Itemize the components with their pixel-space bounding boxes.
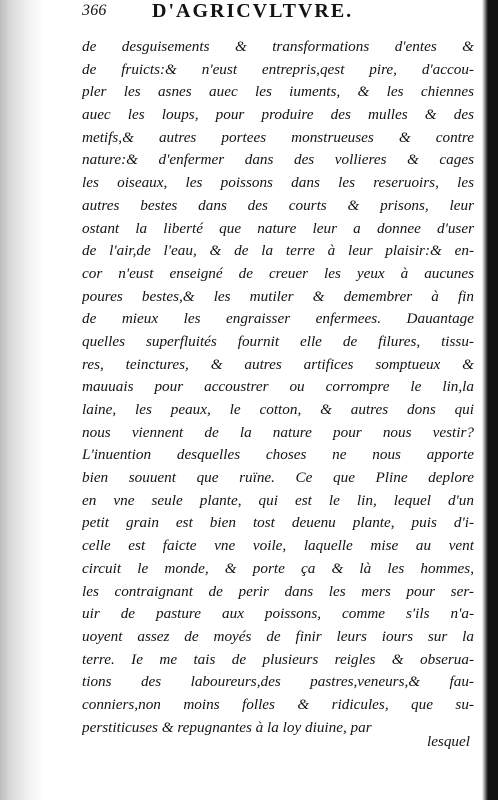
body-text [82, 36, 474, 739]
text-line: petit grain est bien tost deuenu plante, puis d'i- [82, 514, 474, 532]
text-line: laine, les peaux, le cotton, & autres dons qui [82, 401, 474, 418]
text-line: metifs,& autres portees monstrueuses & contre [82, 128, 474, 146]
text-line: terre. Ie me tais de plusieurs reigles & obserua- [82, 650, 474, 668]
text-line: L'inuention desquelles choses ne nous apporte [82, 446, 474, 464]
text-line: celle est faicte vne voile, laquelle mise au vent [82, 537, 474, 555]
text-line: uir de pasture aux poissons, comme s'ils n'a- [82, 605, 474, 623]
running-head: D'AGRICVLTVRE. [152, 0, 354, 22]
page-number: 366 [82, 2, 107, 19]
scan-shadow-right [482, 0, 498, 800]
text-line: les oiseaux, les poissons dans les reseruoirs, les [82, 174, 474, 192]
text-line: circuit le monde, & porte ça & là les hommes, [82, 559, 474, 577]
text-line: bien souuent que ruïne. Ce que Pline deplore [82, 469, 474, 487]
text-line: tions des laboureurs,des pastres,veneurs,& fau- [82, 673, 474, 691]
text-line: uoyent assez de moyés de finir leurs iours sur la [82, 627, 474, 645]
text-line: de desguisements & transformations d'entes & [82, 38, 474, 55]
text-line: quelles superfluités fournit elle de filures, tissu- [82, 332, 474, 350]
text-line: les contraignant de perir dans les mers pour ser- [82, 582, 474, 600]
text-line: nature:& d'enfermer dans des vollieres & cages [82, 151, 474, 169]
text-line: cor n'eust enseigné de creuer les yeux à aucunes [82, 264, 474, 282]
catchword: lesquel [426, 733, 470, 750]
text-line: de l'air,de l'eau, & de la terre à leur plaisir:& en- [82, 242, 474, 260]
text-line: pler les asnes auec les iuments, & les chiennes [82, 83, 474, 101]
text-line: nous viennent de la nature pour nous vestir? [82, 423, 474, 441]
text-line: mauuais pour accoustrer ou corrompre le lin,la [82, 378, 474, 396]
text-line: conniers,non moins folles & ridicules, que su- [82, 695, 474, 713]
text-line: res, teinctures, & autres artifices somptueux & [82, 355, 474, 373]
text-line: perstiticuses & repugnantes à la loy diuine, par [82, 718, 372, 736]
text-line: poures bestes,& les mutiler & demembrer à fin [82, 287, 474, 305]
text-line: autres bestes dans des courts & prisons, leur [82, 196, 474, 214]
text-line: en vne seule plante, qui est le lin, lequel d'un [82, 491, 474, 509]
text-line: ostant la liberté que nature leur a donnee d'user [82, 219, 474, 237]
text-line: de fruicts:& n'eust entrepris,qest pire, d'accou- [82, 60, 474, 78]
text-line: de mieux les engraisser enfermees. Dauantage [82, 310, 474, 328]
text-line: auec les loups, pour produire des mulles & des [82, 106, 474, 124]
